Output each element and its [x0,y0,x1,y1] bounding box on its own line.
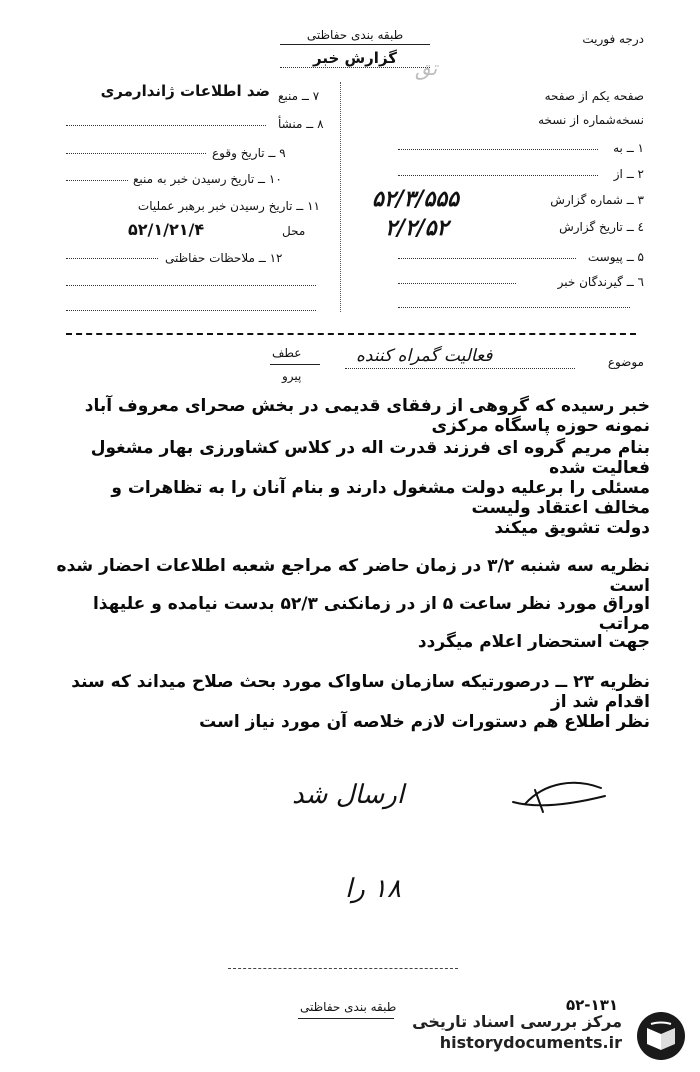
field-2-label: ۲ ــ از [613,167,644,181]
field-11-label: ۱۱ ــ تاریخ رسیدن خبر برهبر عملیات [137,199,320,213]
field-6-line-2 [398,307,630,308]
classification-header: طبقه بندی حفاظتی [280,28,430,45]
subject-label: موضوع [607,355,644,369]
field-4-value: ۲/۲/۵۲ [385,215,449,241]
handwritten-number: ۱۸ را [345,874,401,904]
column-divider [340,82,341,312]
field-8-line [66,125,266,126]
field-7-value: ضد اطلاعات ژاندارمری [100,82,270,100]
form-separator [66,333,636,335]
field-12-line-1 [66,258,158,259]
field-2-line [398,175,598,176]
body-line-8: نظریه ۲۳ ــ درصورتیکه سازمان ساواک مورد بحث صلاح میداند که سند اقدام شد از [71,672,650,712]
footer-ref-code: ۵۲-۱۳۱ [566,996,619,1014]
field-10-label: ۱۰ ــ تاریخ رسیدن خبر به منبع [133,172,282,186]
body-line-6: اوراق مورد نظر ساعت ۵ از در زمانکنی ۵۲/۳ بدست نیامده و علیهذا مراتب [92,594,650,634]
reference-sub-label: پیرو [282,369,302,383]
field-8-label: ۸ ــ منشأ [278,117,324,131]
body-line-9: نظر اطلاع هم دستورات لازم خلاصه آن مورد نیاز است [199,712,650,732]
watermark-block [402,1012,622,1052]
priority-label: درجه فوریت [582,32,644,46]
field-11-value: ۵۲/۱/۲۱/۴ [128,220,205,239]
reference-line [270,364,320,365]
footer-line [228,968,458,969]
body-line-2: بنام مریم گروه ای فرزند قدرت اله در کلاس کشاورزی بهار مشغول فعالیت شده [90,438,650,478]
watermark-url: historydocuments.ir [439,1033,622,1052]
field-6-line [398,283,516,284]
handwritten-note: ارسال شد [292,780,405,810]
subject-value: فعالیت گمراه کننده [356,346,493,366]
field-12-label: ۱۲ ــ ملاحظات حفاظتی [165,251,283,265]
header-block [280,28,430,68]
field-1-line [398,149,598,150]
copy-line: نسخه‌شماره از نسخه [538,113,644,127]
field-7-label: ۷ ــ منبع [278,89,320,103]
watermark-org-name: مرکز بررسی اسناد تاریخی [412,1012,622,1031]
field-9-line [66,153,206,154]
field-3-value: ۵۲/۳/۵۵۵ [372,186,459,212]
body-line-7: جهت استحضار اعلام میگردد [417,632,650,652]
field-12-line-3 [66,310,316,311]
top-stamp: تق [415,56,438,80]
page-line: صفحه یکم از صفحه [544,89,644,103]
body-line-4: دولت تشویق میکند [494,518,650,538]
body-line-5: نظریه سه شنبه ۳/۲ در زمان حاضر که مراجع شعبه اطلاعات احضار شده است [56,556,650,596]
field-9-label: ۹ ــ تاریخ وقوع [212,146,286,160]
body-line-3: مسئلی را برعلیه دولت مشغول دارند و بنام آنان را به تظاهرات و مخالف اعتقاد ولیست [111,478,650,518]
field-5-line [398,258,576,259]
subject-underline [345,368,575,369]
field-10-line [66,180,128,181]
body-line-1: خبر رسیده که گروهی از رفقای قدیمی در بخش صحرای معروف آباد نمونه حوزه پاسگاه مرکزی [84,396,650,436]
handwritten-signature-mark [505,770,615,820]
footer-classification: طبقه بندی حفاظتی [300,1000,397,1014]
field-4-label: ٤ ــ تاریخ گزارش [559,220,644,234]
footer-underline [298,1018,394,1019]
field-3-label: ۳ ــ شماره گزارش [550,193,644,207]
field-11-place: محل [282,224,306,238]
reference-label: عطف [272,346,302,360]
report-title: گزارش خبر [280,49,430,68]
open-book-logo-icon [635,1010,687,1062]
field-6-label: ٦ ــ گیرندگان خبر [557,275,644,289]
field-1-label: ۱ ــ به [613,141,644,155]
field-5-label: ۵ ــ پیوست [587,250,644,264]
field-12-line-2 [66,285,316,286]
